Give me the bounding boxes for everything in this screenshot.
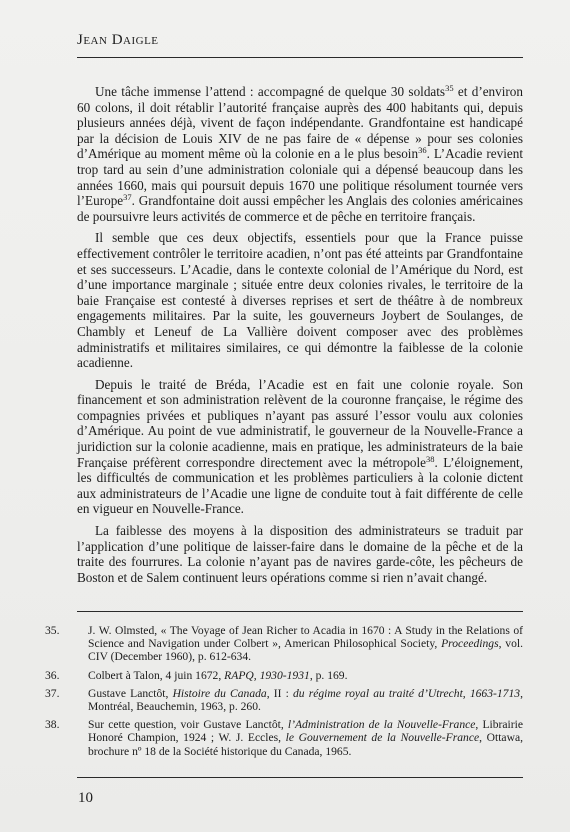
text-run: . L’éloignement, les difficultés de communication et les problèmes particuliers à la colonie dictent aux administrateurs de l’Acadie une ligne de conduite tout à fait différente de celle en vigueur en Nouvelle-France.	[77, 454, 524, 517]
footnote-reference: 37	[123, 192, 132, 203]
footnote-number: 37.	[45, 686, 60, 700]
text-run: , II :	[266, 686, 293, 700]
footnote-number: 36.	[45, 668, 60, 682]
footnote-number: 38.	[45, 718, 60, 732]
italic-text: Histoire du Canada	[172, 686, 267, 700]
running-header-title: Jean Daigle	[77, 32, 159, 48]
running-header	[77, 32, 517, 49]
text-run: Depuis le traité de Bréda, l’Acadie est en fait une colonie royale. Son financement et son administration relèvent de la couronne française, le régime des compagnies privées et publiques n’ayant pas assuré l’essor voulu aux colonies d’Amérique. Au point de vue administratif, le gouverneur de la Nouvelle-France a juridiction sur la colonie acadienne, mais en pratique, les administrateurs de la baie Française préfèrent correspondre directement avec la métropole	[77, 376, 523, 470]
text-run: . L’Acadie revient trop tard au sein d’une administration coloniale qui a dépensé beaucoup dans les années 1660, mais qui poursuit depuis 1670 une politique résolument tournée vers l’Europe	[77, 146, 523, 209]
footnote	[40, 687, 523, 713]
footnote-text	[88, 624, 523, 664]
bottom-rule	[77, 777, 523, 778]
footnote-reference: 38	[426, 453, 435, 464]
italic-text: RAPQ, 1930-1931	[224, 668, 310, 682]
text-run: et d’environ 60 colons, il doit rétablir l’autorité française auprès des 400 habitants qui, depuis plusieurs années déjà, vivent de façon indépendante. Grandfontaine est handicapé par la décision de Louis XIV de ne pas faire de « dépense » pour ses colonies d’Amérique au moment même où la colonie en a le plus besoin	[77, 84, 523, 162]
paragraph	[77, 523, 523, 585]
text-run: Colbert à Talon, 4 juin 1672,	[88, 668, 225, 682]
text-run: , Montréal, Beauchemin, 1963, p. 260.	[88, 686, 523, 714]
text-run: . Grandfontaine doit aussi empêcher les Anglais des colonies américaines de poursuivre leurs activités de commerce et de pêche en territoire français.	[77, 193, 523, 224]
italic-text: du régime royal au traité d’Utrecht, 1663-1713	[292, 686, 521, 700]
text-run: Une tâche immense l’attend : accompagné de quelque 30 soldats	[95, 84, 446, 99]
text-run: J. W. Olmsted, « The Voyage of Jean Richer to Acadia in 1670 : A Study in the Relations of Science and Navigation under Colbert », American Philosophical Society,	[88, 624, 523, 651]
text-run: La faiblesse des moyens à la disposition des administrateurs se traduit par l’application d’une politique de laisser-faire dans le domaine de la pêche et de la traite des fourrures. La colonie n’ayant pas de navires garde-côte, les pêcheurs de Boston et de Salem continuent leurs opérations comme si rien n’avait changé.	[77, 523, 523, 585]
footnotes	[40, 624, 523, 763]
italic-text: Proceedings	[441, 637, 499, 651]
body-text	[77, 84, 523, 591]
footnote-number: 35.	[45, 624, 60, 637]
footnote-rule	[77, 611, 523, 612]
paragraph	[77, 84, 523, 224]
paragraph	[77, 230, 523, 370]
footnote	[40, 624, 523, 664]
footnote-text	[88, 687, 523, 713]
footnote-text	[88, 718, 523, 758]
text-run: , Ottawa, brochure nº 18 de la Société historique du Canada, 1965.	[88, 731, 523, 758]
footnote-reference: 36	[418, 145, 427, 156]
italic-text: le Gouvernement de la Nouvelle-France	[285, 731, 480, 745]
paragraph	[77, 377, 523, 517]
text-run: , vol. CIV (December 1960), p. 612-634.	[88, 637, 523, 664]
header-rule	[77, 57, 523, 58]
italic-text: l’Administration de la Nouvelle-France	[287, 718, 476, 732]
footnote-text	[88, 669, 523, 682]
text-run: Il semble que ces deux objectifs, essentiels pour que la France puisse effectivement contrôler le territoire acadien, n’ont pas été atteints par Grandfontaine et ses successeurs. L’Acadie, dans le contexte colonial de l’Amérique du Nord, est d’une importance marginale ; située entre deux colonies rivales, le territoire de la baie Française est contesté à diverses reprises et sert de théâtre à de nombreux engagements militaires. Par la suite, les gouverneurs Joybert de Soulanges, de Chambly et Leneuf de La Vallière doivent composer avec des problèmes administratifs et militaires similaires, ce qui démontre la faiblesse de la colonie acadienne.	[77, 230, 523, 371]
text-run: Sur cette question, voir Gustave Lanctôt,	[88, 718, 288, 732]
page-number: 10	[78, 790, 93, 806]
footnote	[40, 718, 523, 758]
text-run: Gustave Lanctôt,	[88, 686, 173, 700]
footnote	[40, 669, 523, 682]
text-run: , Librairie Honoré Champion, 1924 ; W. J. Eccles,	[88, 718, 523, 745]
text-run: , p. 169.	[309, 668, 348, 682]
footnote-reference: 35	[445, 83, 454, 93]
